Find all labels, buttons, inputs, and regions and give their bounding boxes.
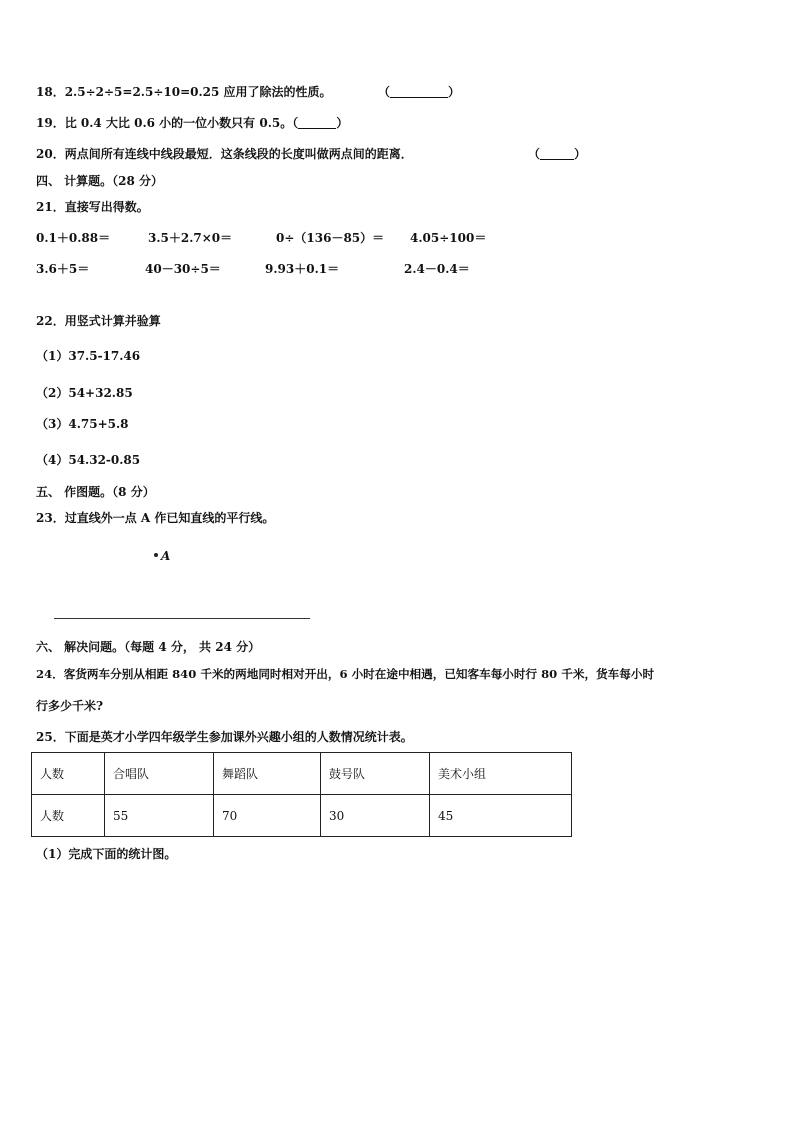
question-18: 18．2.5÷2÷5=2.5÷10=0.25 应用了除法的性质。: [36, 85, 332, 99]
table-row: [32, 753, 572, 795]
table-cell: 55: [105, 795, 214, 837]
section-4-heading: 四、 计算题。（28 分）: [36, 174, 164, 188]
table-cell: 人数: [32, 795, 105, 837]
table-cell: 30: [321, 795, 430, 837]
table-header-cell: 合唱队: [105, 753, 214, 795]
question-23-title: 23．过直线外一点 A 作已知直线的平行线。: [36, 511, 275, 525]
point-a-label: A: [161, 549, 171, 563]
calc-item: 9.93＋0.1＝: [265, 262, 340, 276]
calc-item: 4.05÷100＝: [410, 231, 487, 245]
answer-blank-19[interactable]: （ ）: [292, 116, 349, 130]
table-row: [32, 795, 572, 837]
answer-blank-20[interactable]: （ ）: [528, 147, 587, 161]
calc-item: 0.1＋0.88＝: [36, 231, 111, 245]
table-header-cell: 人数: [32, 753, 105, 795]
calc-item: 0÷（136－85）＝: [276, 231, 385, 245]
question-25-sub-1: （1）完成下面的统计图。: [36, 847, 177, 861]
table-header-cell: 舞蹈队: [214, 753, 321, 795]
point-a-dot: [154, 553, 158, 557]
calc-item: 3.6＋5＝: [36, 262, 90, 276]
calc-item: 40－30÷5＝: [145, 262, 221, 276]
calc-item: 2.4－0.4＝: [404, 262, 470, 276]
table-header-cell: 鼓号队: [321, 753, 430, 795]
section-6-heading: 六、 解决问题。（每题 4 分， 共 24 分）: [36, 640, 261, 654]
answer-blank-18[interactable]: （ ）: [378, 85, 461, 99]
question-19-text: 19．比 0.4 大比 0.6 小的一位小数只有 0.5。: [36, 116, 293, 130]
question-24-line-1: 24．客货两车分别从相距 840 千米的两地同时相对开出，6 小时在途中相遇，已知客车每小时行 80 千米，货车每小时: [36, 667, 655, 681]
question-20: 20．两点间所有连线中线段最短．这条线段的长度叫做两点间的距离．: [36, 147, 413, 161]
calc-item: 3.5＋2.7×0＝: [148, 231, 233, 245]
table-cell: 70: [214, 795, 321, 837]
given-straight-line: [54, 618, 310, 619]
vertical-calc-item: （4）54.32-0.85: [36, 453, 141, 467]
table-header-cell: 美术小组: [430, 753, 572, 795]
question-24-line-2: 行多少千米?: [36, 699, 104, 713]
vertical-calc-item: （2）54+32.85: [36, 386, 133, 400]
question-25-title: 25．下面是英才小学四年级学生参加课外兴趣小组的人数情况统计表。: [36, 730, 413, 744]
vertical-calc-item: （3）4.75+5.8: [36, 417, 129, 431]
vertical-calc-item: （1）37.5-17.46: [36, 349, 141, 363]
question-22-title: 22．用竖式计算并验算: [36, 314, 161, 328]
table-cell: 45: [430, 795, 572, 837]
statistics-table: [31, 752, 572, 837]
section-5-heading: 五、 作图题。（8 分）: [36, 485, 155, 499]
question-19: [36, 115, 348, 131]
question-21-title: 21．直接写出得数。: [36, 200, 149, 214]
